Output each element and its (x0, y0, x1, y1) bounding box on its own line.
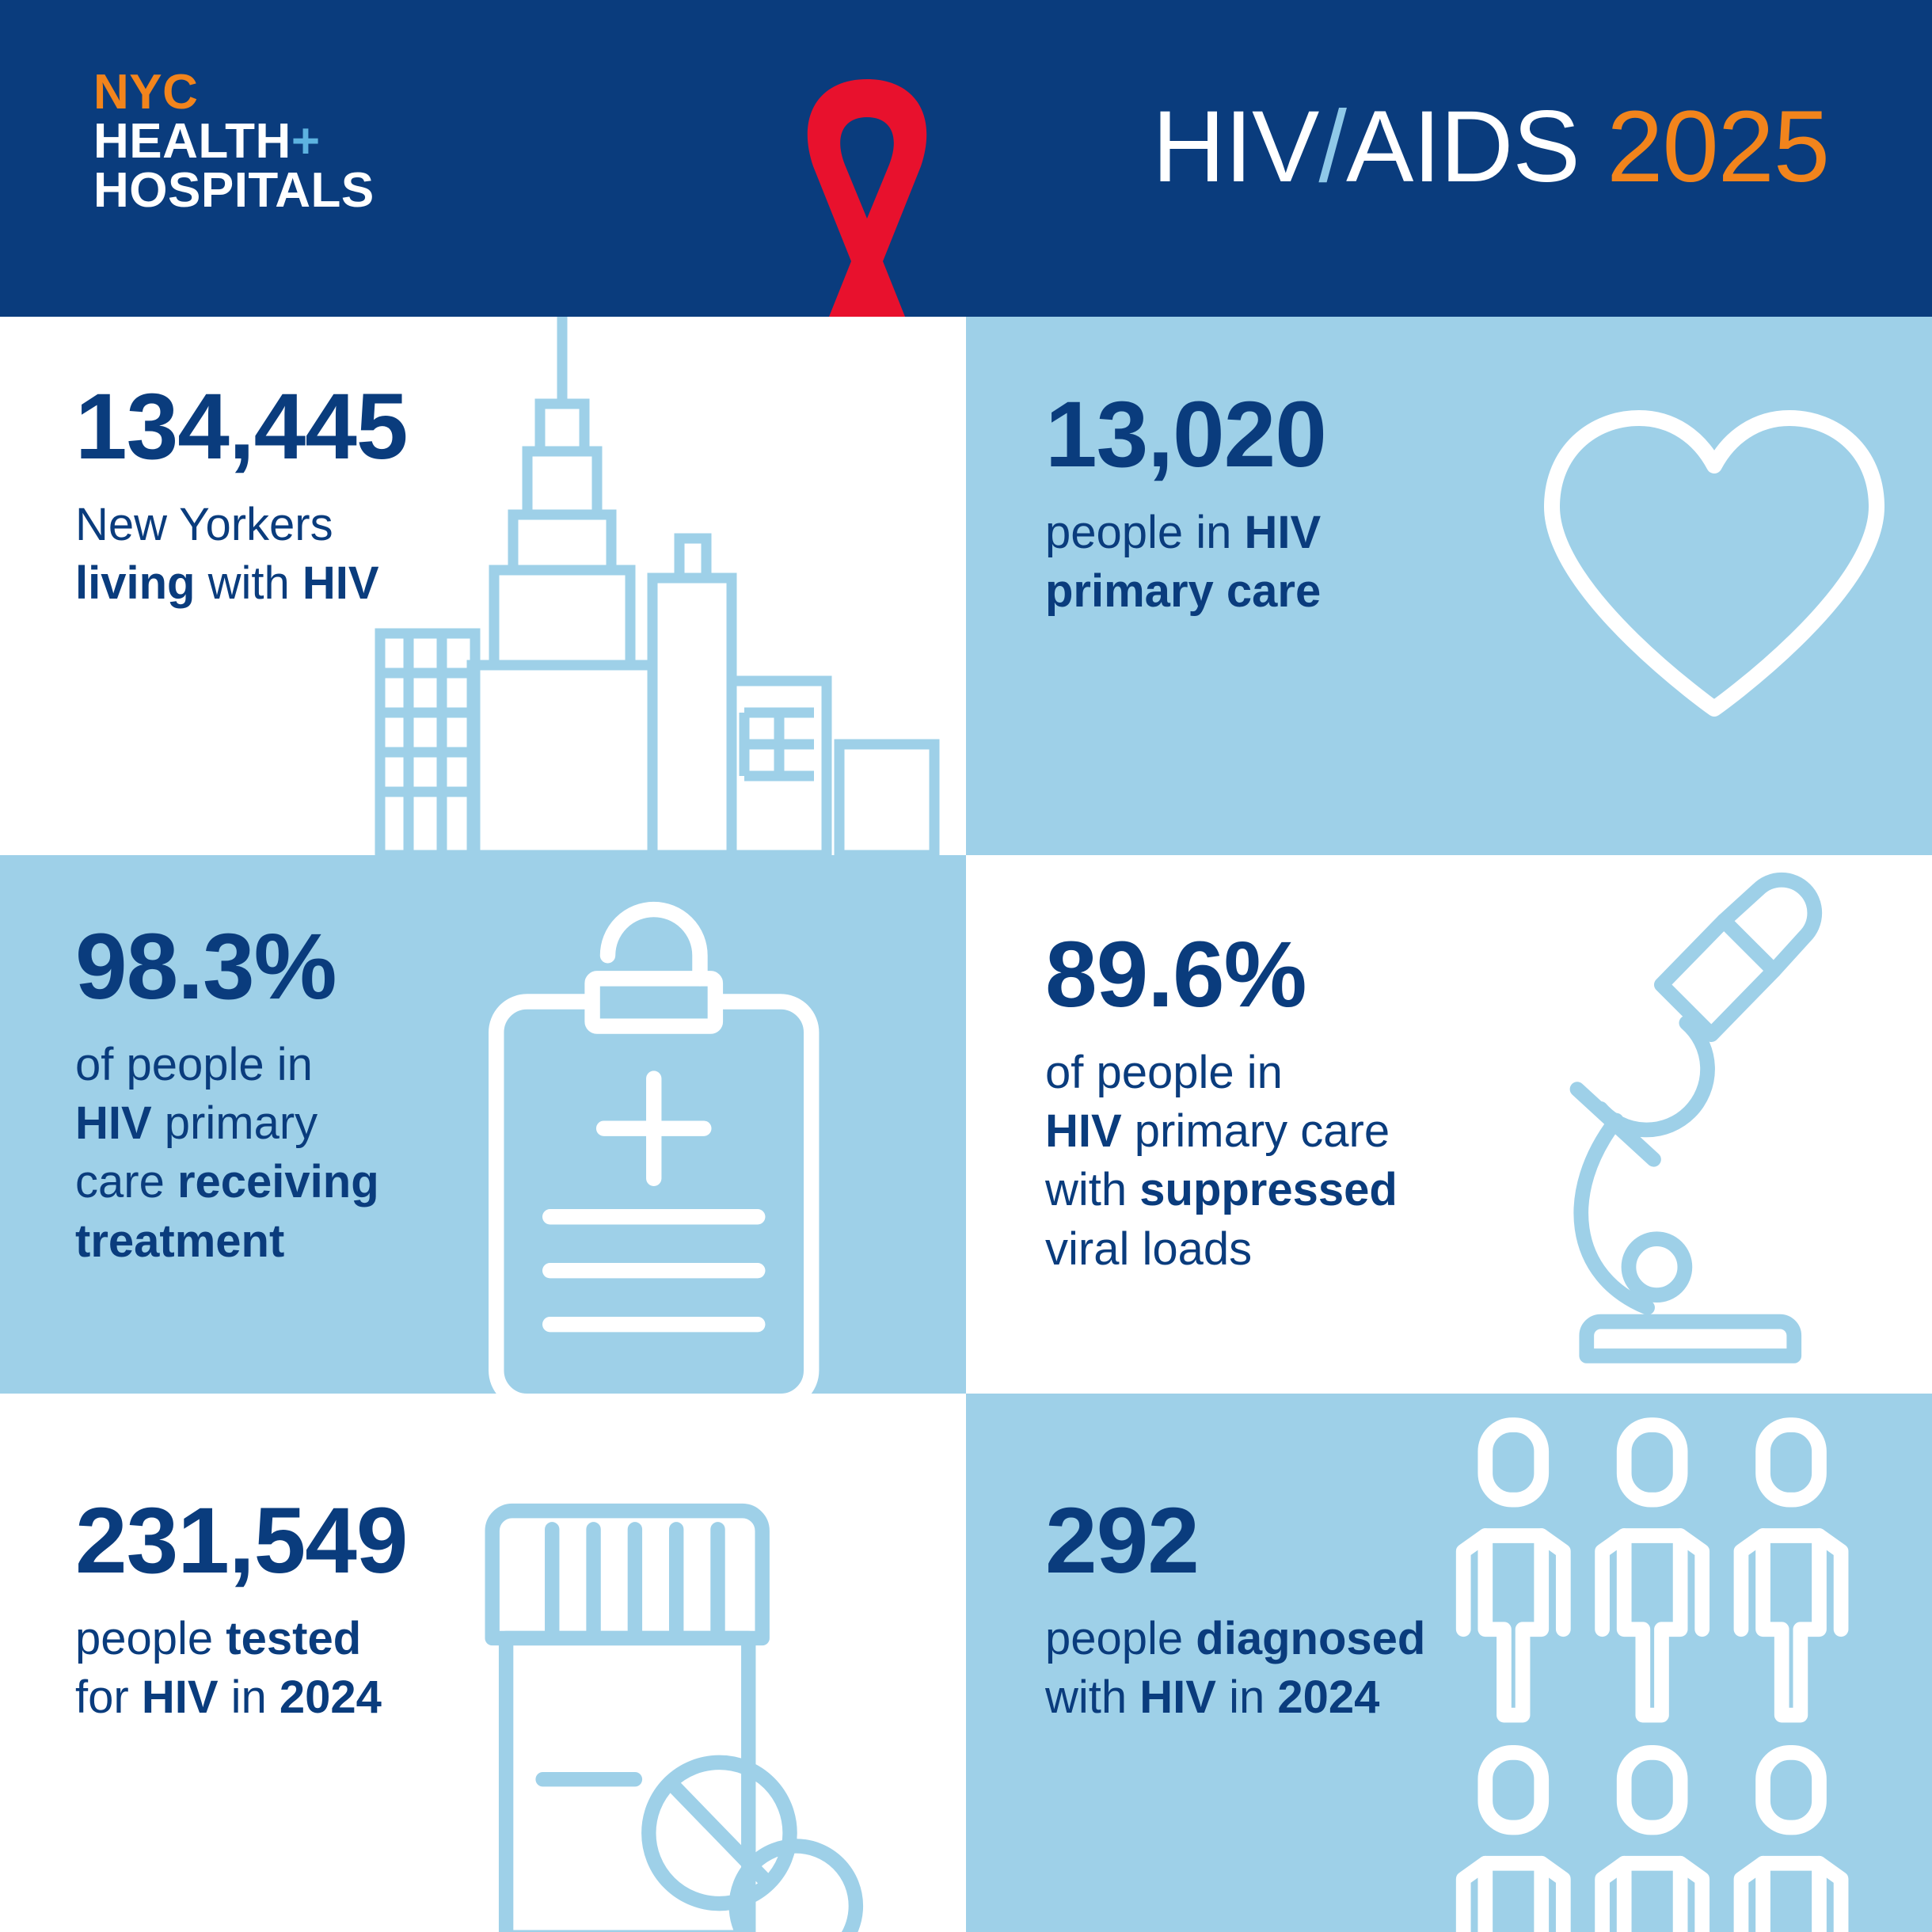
logo-line-hospitals: HOSPITALS (93, 163, 375, 218)
stat-value: 292 (1045, 1489, 1199, 1593)
stat-description: New Yorkers living with HIV (75, 498, 379, 610)
stats-grid (0, 317, 1932, 1932)
stat-value: 98.3% (75, 915, 337, 1019)
stat-value: 13,020 (1045, 382, 1326, 487)
title-year: 2025 (1607, 90, 1829, 203)
stat-card-text (75, 1489, 408, 1727)
stat-value: 134,445 (75, 375, 408, 479)
stat-description: of people in HIV primary care with suppressed viral loads (1045, 1046, 1398, 1275)
logo-health-text: HEALTH (93, 114, 291, 169)
stat-description: people diagnosed with HIV in 2024 (1045, 1612, 1426, 1724)
stat-value: 231,549 (75, 1489, 408, 1593)
logo-line-health (93, 114, 375, 169)
title-aids: AIDS (1345, 90, 1580, 203)
title-slash: / (1318, 90, 1346, 203)
stat-card-text (1045, 382, 1326, 621)
heart-icon (1528, 396, 1900, 728)
stat-card-people-in-hiv-primary-care (966, 317, 1932, 855)
people-group-icon (1441, 1401, 1932, 1932)
microscope-icon (1449, 863, 1908, 1378)
title-hiv: HIV (1152, 90, 1319, 203)
stat-description: people tested for HIV in 2024 (75, 1612, 382, 1724)
nyc-health-hospitals-logo (93, 65, 375, 218)
stat-card-people-tested-for-hiv (0, 1394, 966, 1932)
stat-card-suppressed-viral-loads (966, 855, 1932, 1394)
stat-card-text (1045, 1489, 1426, 1727)
pill-bottle-icon (459, 1465, 903, 1932)
stat-card-people-diagnosed-with-hiv (966, 1394, 1932, 1932)
city-skyline-icon (333, 317, 966, 855)
header-banner (0, 0, 1932, 317)
stat-card-new-yorkers-living-with-hiv (0, 317, 966, 855)
stat-card-text (1045, 922, 1398, 1279)
stat-description: of people in HIV primary care receiving treatment (75, 1038, 379, 1267)
plus-icon: + (291, 114, 321, 169)
stat-card-text (75, 375, 408, 613)
stat-description: people in HIV primary care (1045, 506, 1322, 618)
page-title (1152, 89, 1829, 205)
stat-card-receiving-treatment (0, 855, 966, 1394)
logo-line-nyc: NYC (93, 65, 199, 120)
stat-card-text (75, 915, 379, 1271)
stat-value: 89.6% (1045, 922, 1306, 1027)
medical-clipboard-icon (435, 871, 911, 1394)
